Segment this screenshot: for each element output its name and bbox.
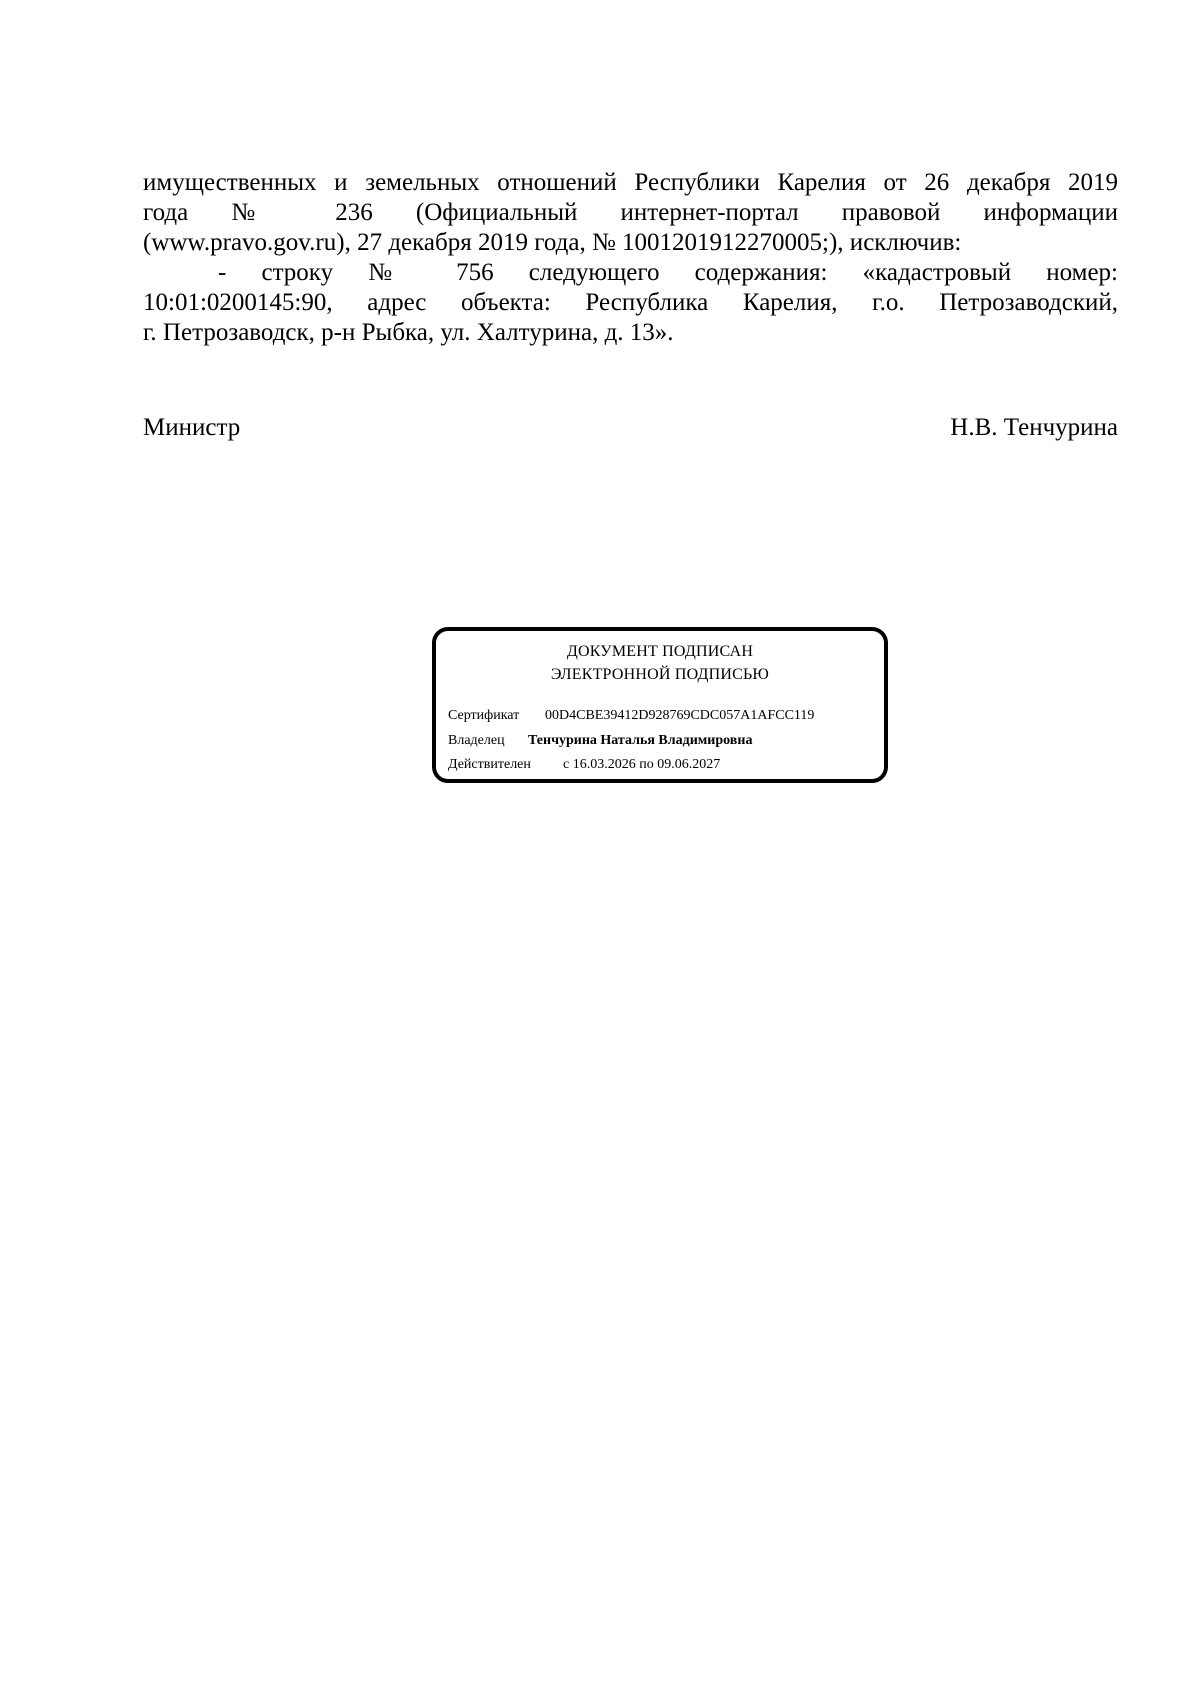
owner-label: Владелец	[448, 733, 505, 748]
stamp-certificate-row	[448, 707, 815, 725]
owner-value: Тенчурина Наталья Владимировна	[528, 733, 753, 748]
signature-block	[143, 413, 1118, 443]
paragraph-line: (www.pravo.gov.ru), 27 декабря 2019 года, № 1001201912270005;), исключив:	[143, 229, 962, 256]
paragraph-line: - строку № 756 следующего содержания: «кадастровый номер:	[218, 259, 1118, 286]
electronic-signature-stamp	[432, 627, 888, 783]
stamp-owner-row	[448, 732, 753, 750]
document-body	[143, 168, 1118, 348]
validity-value: с 16.03.2026 по 09.06.2027	[563, 757, 721, 772]
paragraph-line: имущественных и земельных отношений Республики Карелия от 26 декабря 2019	[143, 169, 1118, 196]
paragraph-line: 10:01:0200145:90, адрес объекта: Республика Карелия, г.о. Петрозаводский,	[143, 289, 1118, 316]
certificate-value: 00D4CBE39412D928769CDC057A1AFCC119	[545, 708, 815, 723]
stamp-validity-row	[448, 756, 721, 774]
validity-label: Действителен	[448, 757, 531, 772]
paragraph-line: г. Петрозаводск, р-н Рыбка, ул. Халтурина, д. 13».	[143, 319, 674, 346]
signatory-position: Министр	[143, 414, 241, 441]
paragraph-line: года № 236 (Официальный интернет-портал правовой информации	[143, 199, 1118, 226]
certificate-label: Сертификат	[448, 708, 520, 723]
stamp-heading-line2: ЭЛЕКТРОННОЙ ПОДПИСЬЮ	[550, 666, 770, 683]
stamp-heading-line1: ДОКУМЕНТ ПОДПИСАН	[566, 643, 754, 660]
signatory-name: Н.В. Тенчурина	[950, 414, 1118, 441]
